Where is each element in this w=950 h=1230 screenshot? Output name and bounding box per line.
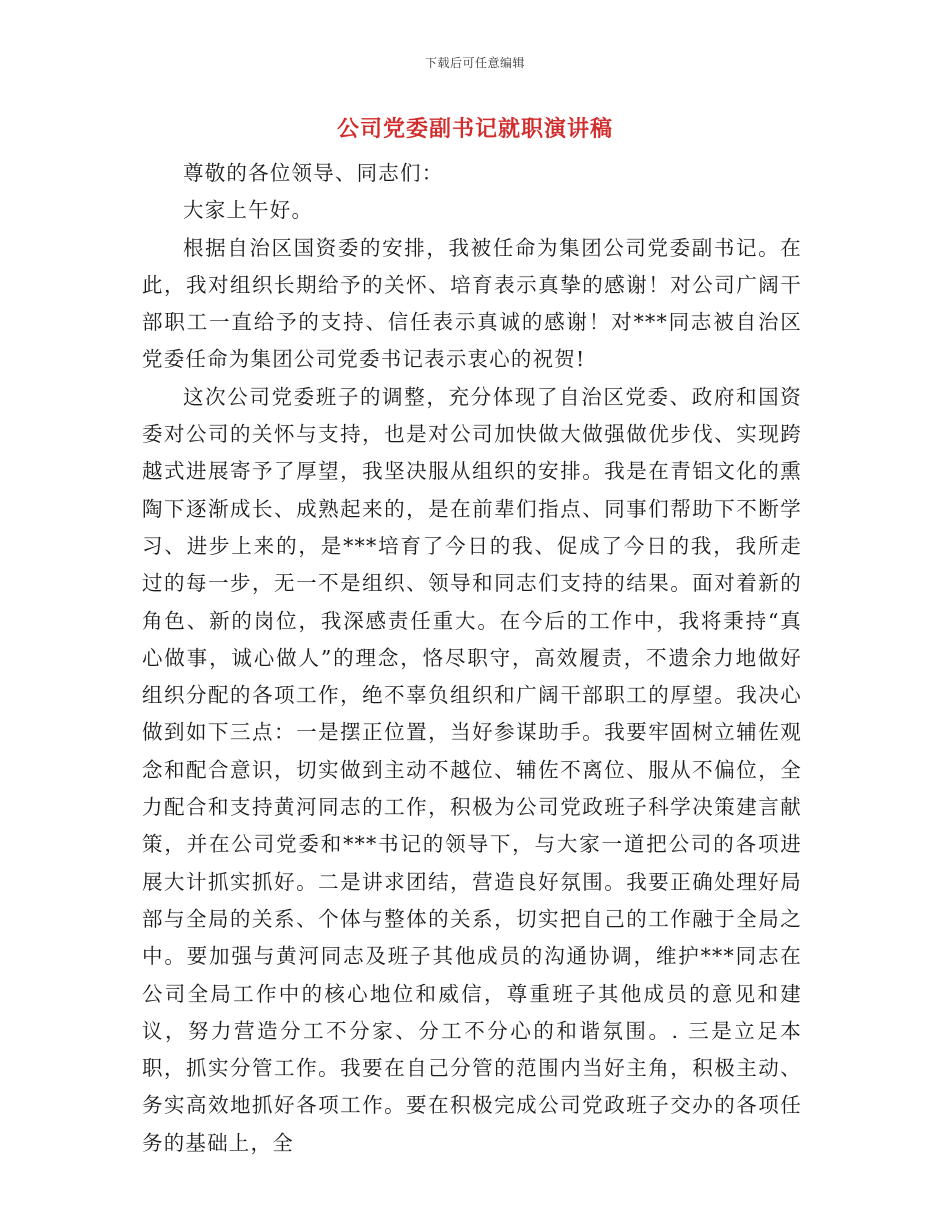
greeting-paragraph: 大家上午好。 xyxy=(183,198,314,223)
document-body xyxy=(142,155,802,1162)
header-note: 下载后可任意编辑 xyxy=(424,56,525,70)
salutation-paragraph: 尊敬的各位领导、同志们： xyxy=(183,161,444,185)
body-paragraph: 根据自治区国资委的安排，我被任命为集团公司党委副书记。在此，我对组织长期给予的关怀、培育表示真挚的感谢！对公司广阔干部职工一直给予的支持、信任表示真诚的感谢！对***同志被自治区党委任命为集团公司党委书记表示衷心的祝贺! xyxy=(142,235,802,372)
document-title: 公司党委副书记就职演讲稿 xyxy=(336,117,613,142)
body-paragraph: 这次公司党委班子的调整，充分体现了自治区党委、政府和国资委对公司的关怀与支持，也是对公司加快做大做强做优步伐、实现跨越式进展寄予了厚望，我坚决服从组织的安排。我是在青铝文化的熏陶下逐渐成长、成熟起来的，是在前辈们指点、同事们帮助下不断学习、进步上来的，是***培育了今日的我、促成了今日的我，我所走过的每一步，无一不是组织、领导和同志们支持的结果。面对着新的角色、新的岗位，我深感责任重大。在今后的工作中，我将秉持“真心做事，诚心做人”的理念，恪尽职守，高效履责，不遗余力地做好组织分配的各项工作，绝不辜负组织和广阔干部职工的厚望。我决心做到如下三点：一是摆正位置，当好参谋助手。我要牢固树立辅佐观念和配合意识，切实做到主动不越位、辅佐不离位、服从不偏位，全力配合和支持黄河同志的工作，积极为公司党政班子科学决策建言献策，并在公司党委和***书记的领导下，与大家一道把公司的各项进展大计抓实抓好。二是讲求团结，营造良好氛围。我要正确处理好局部与全局的关系、个体与整体的关系，切实把自己的工作融于全局之中。要加强与黄河同志及班子其他成员的沟通协调，维护***同志在公司全局工作中的核心地位和威信，尊重班子其他成员的意见和建议，努力营造分工不分家、分工不分心的和谐氛围。. 三是立足本职，抓实分管工作。我要在自己分管的范围内当好主角，积极主动、务实高效地抓好各项工作。要在积极完成公司党政班子交办的各项任务的基础上，全 xyxy=(142,384,802,1155)
